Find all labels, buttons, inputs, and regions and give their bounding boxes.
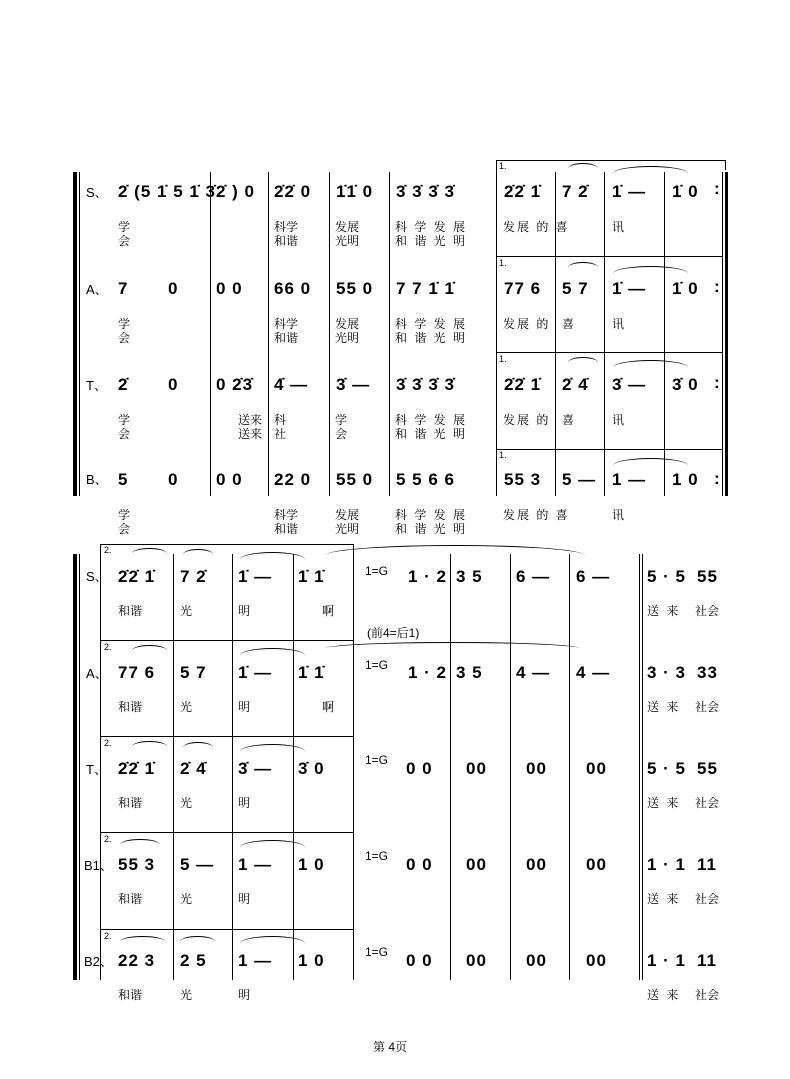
lyric: 学 [118,413,131,427]
note-cell: 4 — [516,663,551,682]
note-cell: 1 0 [672,470,699,489]
repeat-dots: : [714,179,721,198]
key-signature: 1=G [365,658,389,672]
note-cell: 33 [697,663,718,682]
lyric: 发展 的 [503,413,551,427]
lyric: 光明 [335,522,360,536]
barline [329,172,330,496]
lyric: 发展 [335,220,360,234]
note-cell: 2̇ 4̇ [562,375,589,394]
note-cell: 2̇2̇ 1̇ [118,567,156,586]
note-cell: 2̇2̇ 1̇ [504,182,542,201]
note-cell: 1 0 [298,951,325,970]
note-cell: 0 0 [216,470,243,489]
note-cell: 4 — [576,663,611,682]
note-cell: 1̇ 0 [672,279,699,298]
lyric: 和谐 [274,331,299,345]
note-cell: 1 0 [298,855,325,874]
note-cell: 1 — [238,951,273,970]
page-number: 第 4页 [373,1040,408,1054]
part-label: T、 [86,762,107,777]
note-cell: 2̇2̇ 1̇ [504,375,542,394]
barline [664,172,665,496]
note-cell: 22 3 [118,951,156,970]
lyric: 科学 [274,220,299,234]
lyric: 发展 的 喜 [503,508,570,522]
barline [510,554,511,980]
lyric: 和谐 [118,604,143,618]
lyric: 和谐 [118,700,143,714]
note-cell: 1̇ — [612,182,647,201]
lyric: 学 [118,508,131,522]
part-label: T、 [86,378,107,393]
lyric: 发展 [335,317,360,331]
volta-label: 2. [104,545,112,555]
note-cell: 00 [586,951,607,970]
lyric: 和谐 [118,796,143,810]
barline [173,554,174,980]
note-cell: 2̇ 4̇ [180,759,207,778]
note-cell: 5 7 [562,279,589,298]
part-label: B2、 [84,954,113,969]
part-label: A、 [86,666,108,681]
note-cell: 5 — [180,855,215,874]
note-cell: 00 [586,855,607,874]
lyric: 科 学 发 展 [395,508,468,522]
note-cell: 1̇ 1̇ [298,663,325,682]
note-cell: 0 [168,279,179,298]
note-cell: 55 3 [504,470,542,489]
lyric: 和 谐 光 明 [395,522,468,536]
part-label: S、 [86,185,108,200]
note-cell: 1 · 1 [647,855,687,874]
note-cell: 2̇2̇ 1̇ [118,759,156,778]
note-cell: 2̇ (5 1̇ 5 1̇ 3̇ [118,182,217,201]
part-label: A、 [86,282,108,297]
note-cell: 3 5 [456,663,483,682]
part-label: B、 [86,472,108,487]
note-cell: 00 [526,855,547,874]
note-cell: 1̇ 1̇ [298,567,325,586]
part-label: B1、 [84,858,113,873]
lyric: 光 [180,892,193,906]
lyric: 科学 [274,508,299,522]
slur [568,163,598,174]
lyric: 社会 [695,796,720,810]
lyric: 和 谐 光 明 [395,234,468,248]
lyric: 光 [180,796,193,810]
lyric: 发展 的 喜 [503,220,570,234]
key-signature: 1=G [365,564,389,578]
lyric: 和谐 [118,988,143,1002]
lyric: 送来 [238,427,263,441]
volta-label: 1. [499,161,507,171]
note-cell: 1̇ 0 [672,182,699,201]
tie [613,166,688,181]
barline [353,544,354,980]
note-cell: 7 [118,279,129,298]
lyric: 会 [118,522,131,536]
lyric: 和 谐 光 明 [395,331,468,345]
lyric: 和 谐 光 明 [395,427,468,441]
part-label: S、 [86,569,108,584]
lyric: 会 [118,427,131,441]
tempo-note: (前4=后1) [367,626,420,640]
lyric: 明 [238,604,251,618]
key-signature: 1=G [365,849,389,863]
note-cell: 2 5 [180,951,207,970]
lyric: 光 [180,700,193,714]
lyric: 社会 [695,700,720,714]
note-cell: 0 0 [406,855,433,874]
lyric: 送 来 [647,604,681,618]
note-cell: 55 [697,567,718,586]
note-cell: 77 6 [504,279,542,298]
note-cell: 55 0 [336,279,374,298]
lyric: 讯 [612,413,625,427]
note-cell: 2̇2̇ 0 [274,182,312,201]
note-cell: 3 · 3 [647,663,687,682]
phrase-slur [325,545,585,566]
lyric: 明 [238,988,251,1002]
lyric: 光 [180,604,193,618]
note-cell: 22 0 [274,470,312,489]
note-cell: 0 [168,375,179,394]
note-cell: 1 · 2 [408,567,448,586]
note-cell: 00 [466,759,487,778]
lyric: 喜 [562,317,575,331]
tie [240,552,305,567]
note-cell: 77 6 [118,663,156,682]
lyric: 明 [238,892,251,906]
barline [496,160,497,496]
lyric: 啊 [322,700,335,714]
note-cell: 66 0 [274,279,312,298]
note-cell: 1 — [238,855,273,874]
lyric: 光 [180,988,193,1002]
lyric: 学 [118,220,131,234]
barline [569,554,570,980]
lyric: 光明 [335,331,360,345]
note-cell: 7 2̇ [180,567,207,586]
note-cell: 00 [586,759,607,778]
note-cell: 1 · 1 [647,951,687,970]
note-cell: 5 — [562,470,597,489]
note-cell: 0 [168,470,179,489]
lyric: 社 [274,427,287,441]
lyric: 会 [335,427,348,441]
lyric: 会 [118,234,131,248]
barline [210,172,211,496]
note-cell: 0 2̇3̇ [216,375,254,394]
barline [293,554,294,980]
lyric: 和谐 [274,234,299,248]
note-cell: 3 5 [456,567,483,586]
volta-bracket [496,160,726,161]
lyric: 科 学 发 展 [395,413,468,427]
note-cell: 1̇1̇ 0 [336,182,374,201]
note-cell: 6 — [576,567,611,586]
note-cell: 3̇ 3̇ 3̇ 3̇ [396,182,455,201]
lyric: 送 来 [647,700,681,714]
lyric: 送来 [238,413,263,427]
note-cell: 55 [697,759,718,778]
lyric: 啊 [322,604,335,618]
note-cell: 3̇ 3̇ 3̇ 3̇ [396,375,455,394]
system-brace [73,554,77,980]
lyric: 讯 [612,317,625,331]
key-signature: 1=G [365,945,389,959]
slur [132,548,167,559]
volta-bracket [100,544,353,545]
note-cell: 1̇ — [612,279,647,298]
lyric: 科学 [274,317,299,331]
note-cell: 2̇ [118,375,129,394]
barline [268,172,269,496]
note-cell: 1̇ — [238,567,273,586]
lyric: 科 [274,413,287,427]
barline [604,172,605,496]
barline [232,554,233,980]
note-cell: 0 0 [216,279,243,298]
lyric: 送 来 [647,892,681,906]
note-cell: 00 [526,759,547,778]
lyric: 学 [118,317,131,331]
lyric: 明 [238,700,251,714]
lyric: 社会 [695,604,720,618]
note-cell: 7 2̇ [562,182,589,201]
note-cell: 6 — [516,567,551,586]
note-cell: 0 0 [406,951,433,970]
note-cell: 5 5 6 6 [396,470,455,489]
lyric: 送 来 [647,796,681,810]
note-cell: 00 [466,855,487,874]
phrase-slur [325,642,580,655]
lyric: 发展 的 [503,317,551,331]
note-cell: 3̇ 0 [298,759,325,778]
system-brace [73,172,77,496]
note-cell: 1̇ — [238,663,273,682]
lyric: 科 学 发 展 [395,220,468,234]
note-cell: 0 0 [406,759,433,778]
lyric: 社会 [695,892,720,906]
note-cell: 1 · 2 [408,663,448,682]
note-cell: 55 0 [336,470,374,489]
note-cell: 3̇ — [336,375,371,394]
lyric: 讯 [612,508,625,522]
note-cell: 2̇ ) 0 [216,182,256,201]
note-cell: 3̇ — [238,759,273,778]
lyric: 讯 [612,220,625,234]
note-cell: 3̇ 0 [672,375,699,394]
note-cell: 00 [466,951,487,970]
lyric: 光明 [335,234,360,248]
note-cell: 55 3 [118,855,156,874]
lyric: 会 [118,331,131,345]
note-cell: 5 · 5 [647,759,687,778]
lyric: 和谐 [118,892,143,906]
note-cell: 4̇ — [274,375,309,394]
note-cell: 5 [118,470,129,489]
barline [389,172,390,496]
system-line [79,554,80,980]
note-cell: 11 [697,951,717,970]
system-line [79,172,80,496]
note-cell: 00 [526,951,547,970]
note-cell: 11 [697,855,717,874]
lyric: 送 来 [647,988,681,1002]
barline [639,554,640,980]
note-cell: 3̇ — [612,375,647,394]
note-cell: 7 7 1̇ 1̇ [396,279,455,298]
lyric: 社会 [695,988,720,1002]
barline [450,554,451,980]
key-signature: 1=G [365,753,389,767]
note-cell: 1 — [612,470,647,489]
lyric: 科 学 发 展 [395,317,468,331]
lyric: 学 [335,413,348,427]
lyric: 喜 [562,413,575,427]
barline [642,554,643,980]
lyric: 发展 [335,508,360,522]
lyric: 和谐 [274,522,299,536]
note-cell: 5 7 [180,663,207,682]
note-cell: 5 · 5 [647,567,687,586]
lyric: 明 [238,796,251,810]
